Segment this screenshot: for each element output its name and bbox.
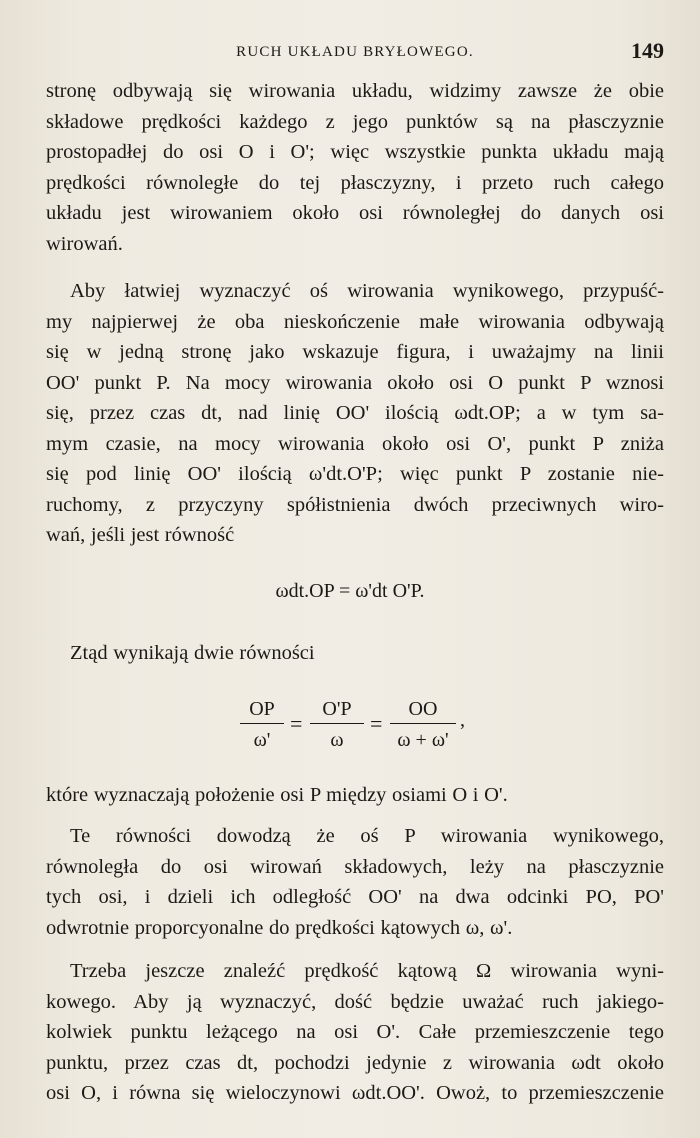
paragraph-5 [46,821,664,943]
text-line: odwrotnie proporcyonalne do prędkości kątowych ω, ω'. [46,916,513,939]
trailing-comma: , [460,709,465,731]
text-line: prędkości równoległe do tej płasczyzny, i przeto ruch całego [46,171,664,194]
fraction-bar [240,723,284,724]
text-line: Aby łatwiej wyznaczyć oś wirowania wynikowego, przypuść- [70,280,664,302]
text-line: Ztąd wynikają dwie równości [70,642,315,664]
numerator: OP [249,698,275,720]
text-line: stronę odbywają się wirowania układu, widzimy zawsze że obie [46,80,664,102]
text-line: równoległa do osi wirowań składowych, leży na płasczyznie [46,855,664,878]
text-line: składowe prędkości każdego z jego punktów są na płasczyznie [46,110,664,133]
text-line: kolwiek punktu leżącego na osi O'. Całe przemieszczenie tego [46,1021,664,1043]
denominator: ω + ω' [397,729,449,751]
page-number: 149 [631,38,664,63]
running-head: RUCH UKŁADU BRYŁOWEGO. [236,44,474,60]
fraction-1 [240,697,284,752]
text-line: się w jedną stronę jako wskazuje figura, i uważajmy na linii [46,341,664,363]
fraction-3 [390,697,456,752]
text-line: prostopadłej do osi O i O'; więc wszystkie punkta układu mają [46,141,664,163]
text-line: mym czasie, na mocy wirowania około osi O', punkt P zniża [46,432,664,455]
text-line: my najpierwej że oba nieskończenie małe wirowania odbywają [46,310,664,333]
numerator: OO [408,698,438,720]
fraction-2 [310,697,364,752]
equation-equality: ωdt.OP = ω'dt O'P. [275,580,425,602]
fraction-bar [390,723,456,724]
text-line: układu jest wirowaniem około osi równoległej do danych osi [46,202,664,224]
denominator: ω [330,729,344,751]
text-line: ruchomy, z przyczyny spółistnienia dwóch przeciwnych wiro- [46,493,664,516]
text-line: się, przez czas dt, nad linię OO' ilością ωdt.OP; a w tym sa- [46,402,664,424]
paragraph-2 [46,276,664,551]
equals-sign: = [290,711,303,736]
text-line: wań, jeśli jest równość [46,524,235,546]
text-line: które wyznaczają położenie osi P między osiami O i O'. [46,784,508,806]
paragraph-4 [46,780,664,811]
numerator: O'P [322,698,352,720]
paragraph-6 [46,956,664,1109]
text-line: OO' punkt P. Na mocy wirowania około osi O punkt P wznosi [46,371,664,394]
fraction-bar [310,723,364,724]
text-line: kowego. Aby ją wyznaczyć, dość będzie uważać ruch jakiego- [46,990,664,1013]
text-line: wirowań. [46,232,123,255]
denominator: ω' [253,729,271,751]
equals-sign: = [370,711,383,736]
paragraph-3 [46,638,664,669]
text-line: osi O, i równa się wieloczynowi ωdt.OO'. Owoż, to przemieszczenie [46,1082,664,1104]
page-header [46,38,664,68]
text-line: tych osi, i dzieli ich odległość OO' na dwa odcinki PO, PO' [46,886,664,908]
equation-proportions [240,697,480,757]
text-line: się pod linię OO' ilością ω'dt.O'P; więc punkt P zostanie nie- [46,463,664,485]
text-line: Te równości dowodzą że oś P wirowania wynikowego, [70,825,664,847]
paragraph-1 [46,76,664,259]
text-line: Trzeba jeszcze znaleźć prędkość kątową Ω wirowania wyni- [70,960,664,982]
text-line: punktu, przez czas dt, pochodzi jedynie z wirowania ωdt około [46,1051,664,1074]
